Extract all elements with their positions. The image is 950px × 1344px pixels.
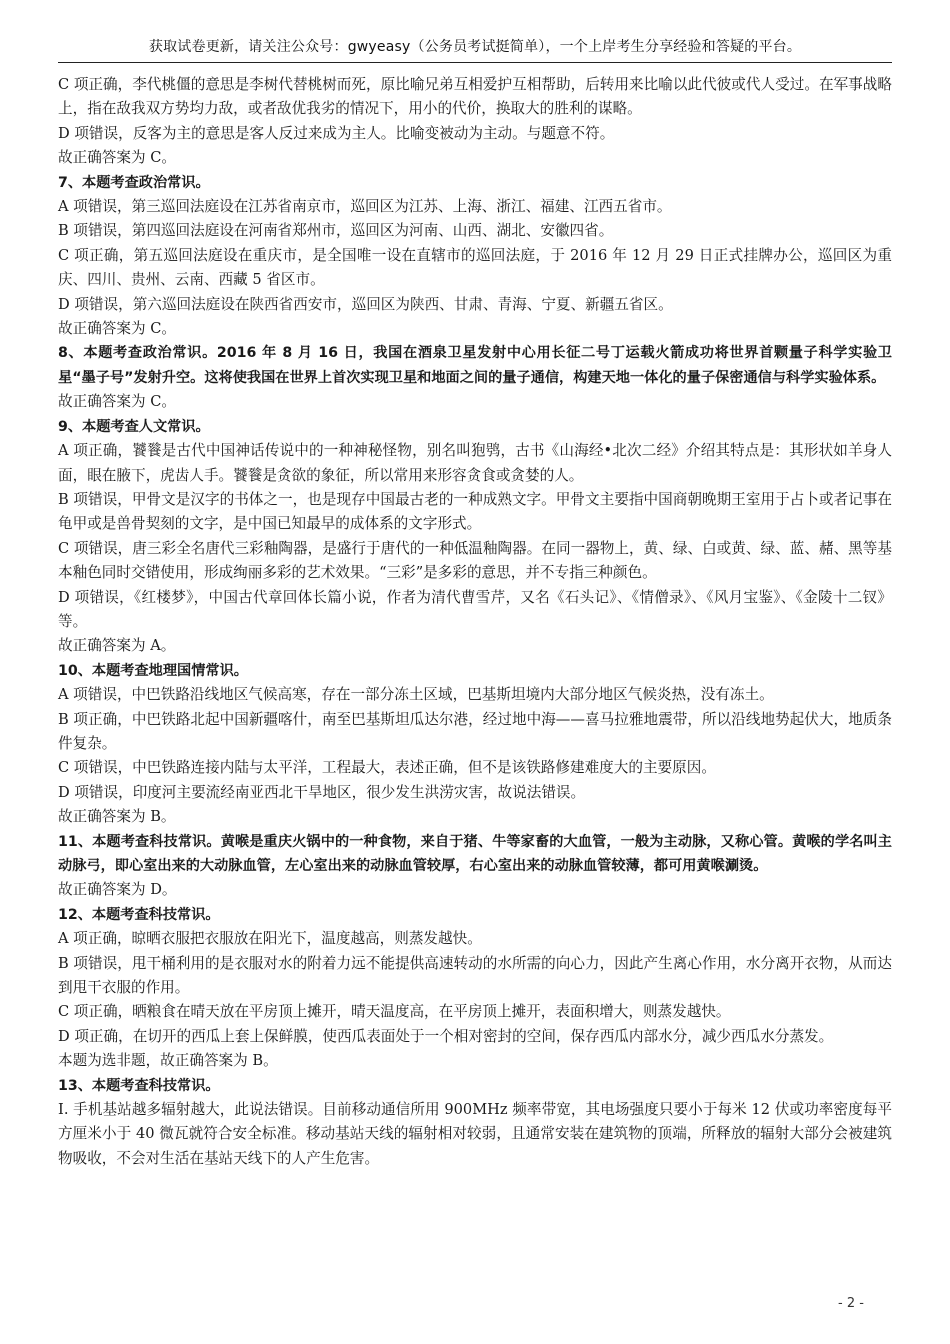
paragraph: D 项错误，《红楼梦》，中国古代章回体长篇小说，作者为清代曹雪芹，又名《石头记》、《情僧录》、《风月宝鉴》、《金陵十二钗》等。 <box>58 588 892 630</box>
paragraph: D 项正确，在切开的西瓜上套上保鲜膜，使西瓜表面处于一个相对密封的空间，保存西瓜内部水分，减少西瓜水分蒸发。 <box>58 1027 834 1045</box>
paragraph: D 项错误，反客为主的意思是客人反过来成为主人。比喻变被动为主动。与题意不符。 <box>58 124 615 142</box>
question-heading: 10、本题考查地理国情常识。 <box>58 662 248 679</box>
question-heading: 8、本题考查政治常识。2016 年 8 月 16 日，我国在酒泉卫星发射中心用长征二号丁运载火箭成功将世界首颗量子科学实验卫星“墨子号”发射升空。这将使我国在世界上首次实现卫星和地面之间的量子通信，构建天地一体化的量子保密通信与科学实验体系。 <box>58 345 892 386</box>
question-heading: 9、本题考查人文常识。 <box>58 418 210 435</box>
question-heading: 13、本题考查科技常识。 <box>58 1077 220 1094</box>
paragraph: 故正确答案为 A。 <box>58 637 176 655</box>
paragraph: B 项错误，甲骨文是汉字的书体之一，也是现存中国最古老的一种成熟文字。甲骨文主要指中国商朝晚期王室用于占卜或者记事在龟甲或是兽骨契刻的文字，是中国已知最早的成体系的文字形式。 <box>58 490 892 533</box>
paragraph: D 项错误，第六巡回法庭设在陕西省西安市，巡回区为陕西、甘肃、青海、宁夏、新疆五省区。 <box>58 295 673 313</box>
question-heading: 11、本题考查科技常识。黄喉是重庆火锅中的一种食物，来自于猪、牛等家畜的大血管，一般为主动脉，又称心管。黄喉的学名叫主动脉弓，即心室出来的大动脉血管，左心室出来的动脉血管较厚，右心室出来的动脉血管较薄，都可用黄喉涮烫。 <box>58 833 892 874</box>
paragraph: B 项正确，中巴铁路北起中国新疆喀什，南至巴基斯坦瓜达尔港，经过地中海——喜马拉雅地震带，所以沿线地势起伏大，地质条件复杂。 <box>58 710 892 752</box>
page-header: 获取试卷更新，请关注公众号：gwyeasy（公务员考试挺简单），一个上岸考生分享经验和答疑的平台。 <box>148 39 802 55</box>
paragraph: A 项错误，中巴铁路沿线地区气候高寒，存在一部分冻土区域，巴基斯坦境内大部分地区气候炎热，没有冻土。 <box>58 686 774 704</box>
paragraph: C 项正确，李代桃僵的意思是李树代替桃树而死，原比喻兄弟互相爱护互相帮助，后转用来比喻以此代彼或代人受过。在军事战略上，指在敌我双方势均力敌，或者敌优我劣的情况下，用小的代价，换取大的胜利的谋略。 <box>58 76 892 118</box>
paragraph: D 项错误，印度河主要流经南亚西北干旱地区，很少发生洪涝灾害，故说法错误。 <box>58 783 586 801</box>
paragraph: Ⅰ. 手机基站越多辐射越大，此说法错误。目前移动通信所用 900MHz 频率带宽，其电场强度只要小于每米 12 伏或功率密度每平方厘米小于 40 微瓦就符合安全标准。移动基站天线的辐射相对较弱，且通常安装在建筑物的顶端，所释放的辐射大部分会被建筑物吸收，不会对生活在基站天线下的人产生危害。 <box>58 1101 892 1167</box>
paragraph: 故正确答案为 C。 <box>58 393 176 411</box>
paragraph: A 项正确，饕餮是古代中国神话传说中的一种神秘怪物，别名叫狍鸮，古书《山海经•北次二经》介绍其特点是：其形状如羊身人面，眼在腋下，虎齿人手。饕餮是贪欲的象征，所以常用来形容贪食或贪婪的人。 <box>58 442 892 484</box>
paragraph: C 项错误，唐三彩全名唐代三彩釉陶器，是盛行于唐代的一种低温釉陶器。在同一器物上，黄、绿、白或黄、绿、蓝、赭、黑等基本釉色同时交错使用，形成绚丽多彩的艺术效果。“三彩”是多彩的意思，并不专指三种颜色。 <box>58 539 892 582</box>
paragraph: 故正确答案为 C。 <box>58 320 176 338</box>
page-number: - 2 - <box>838 1296 864 1311</box>
question-heading: 7、本题考查政治常识。 <box>58 174 210 191</box>
paragraph: C 项正确，晒粮食在晴天放在平房顶上摊开，晴天温度高，在平房顶上摊开，表面积增大，则蒸发越快。 <box>58 1003 731 1021</box>
paragraph: B 项错误，第四巡回法庭设在河南省郑州市，巡回区为河南、山西、湖北、安徽四省。 <box>58 222 614 240</box>
paragraph: B 项错误，甩干桶利用的是衣服对水的附着力远不能提供高速转动的水所需的向心力，因此产生离心作用，水分离开衣物，从而达到甩干衣服的作用。 <box>58 954 892 997</box>
paragraph: 本题为选非题，故正确答案为 B。 <box>58 1052 278 1070</box>
paragraph: 故正确答案为 D。 <box>58 881 177 899</box>
paragraph: A 项正确，晾晒衣服把衣服放在阳光下，温度越高，则蒸发越快。 <box>58 930 482 948</box>
document-body <box>58 73 892 1171</box>
header-divider <box>58 62 892 63</box>
paragraph: C 项错误，中巴铁路连接内陆与太平洋，工程最大，表述正确，但不是该铁路修建难度大的主要原因。 <box>58 759 716 777</box>
question-heading: 12、本题考查科技常识。 <box>58 906 220 923</box>
paragraph: A 项错误，第三巡回法庭设在江苏省南京市，巡回区为江苏、上海、浙江、福建、江西五省市。 <box>58 198 672 216</box>
paragraph: 故正确答案为 B。 <box>58 808 176 826</box>
paragraph: 故正确答案为 C。 <box>58 149 176 167</box>
paragraph: C 项正确，第五巡回法庭设在重庆市，是全国唯一设在直辖市的巡回法庭，于 2016 年 12 月 29 日正式挂牌办公，巡回区为重庆、四川、贵州、云南、西藏 5 省区市。 <box>58 246 892 289</box>
